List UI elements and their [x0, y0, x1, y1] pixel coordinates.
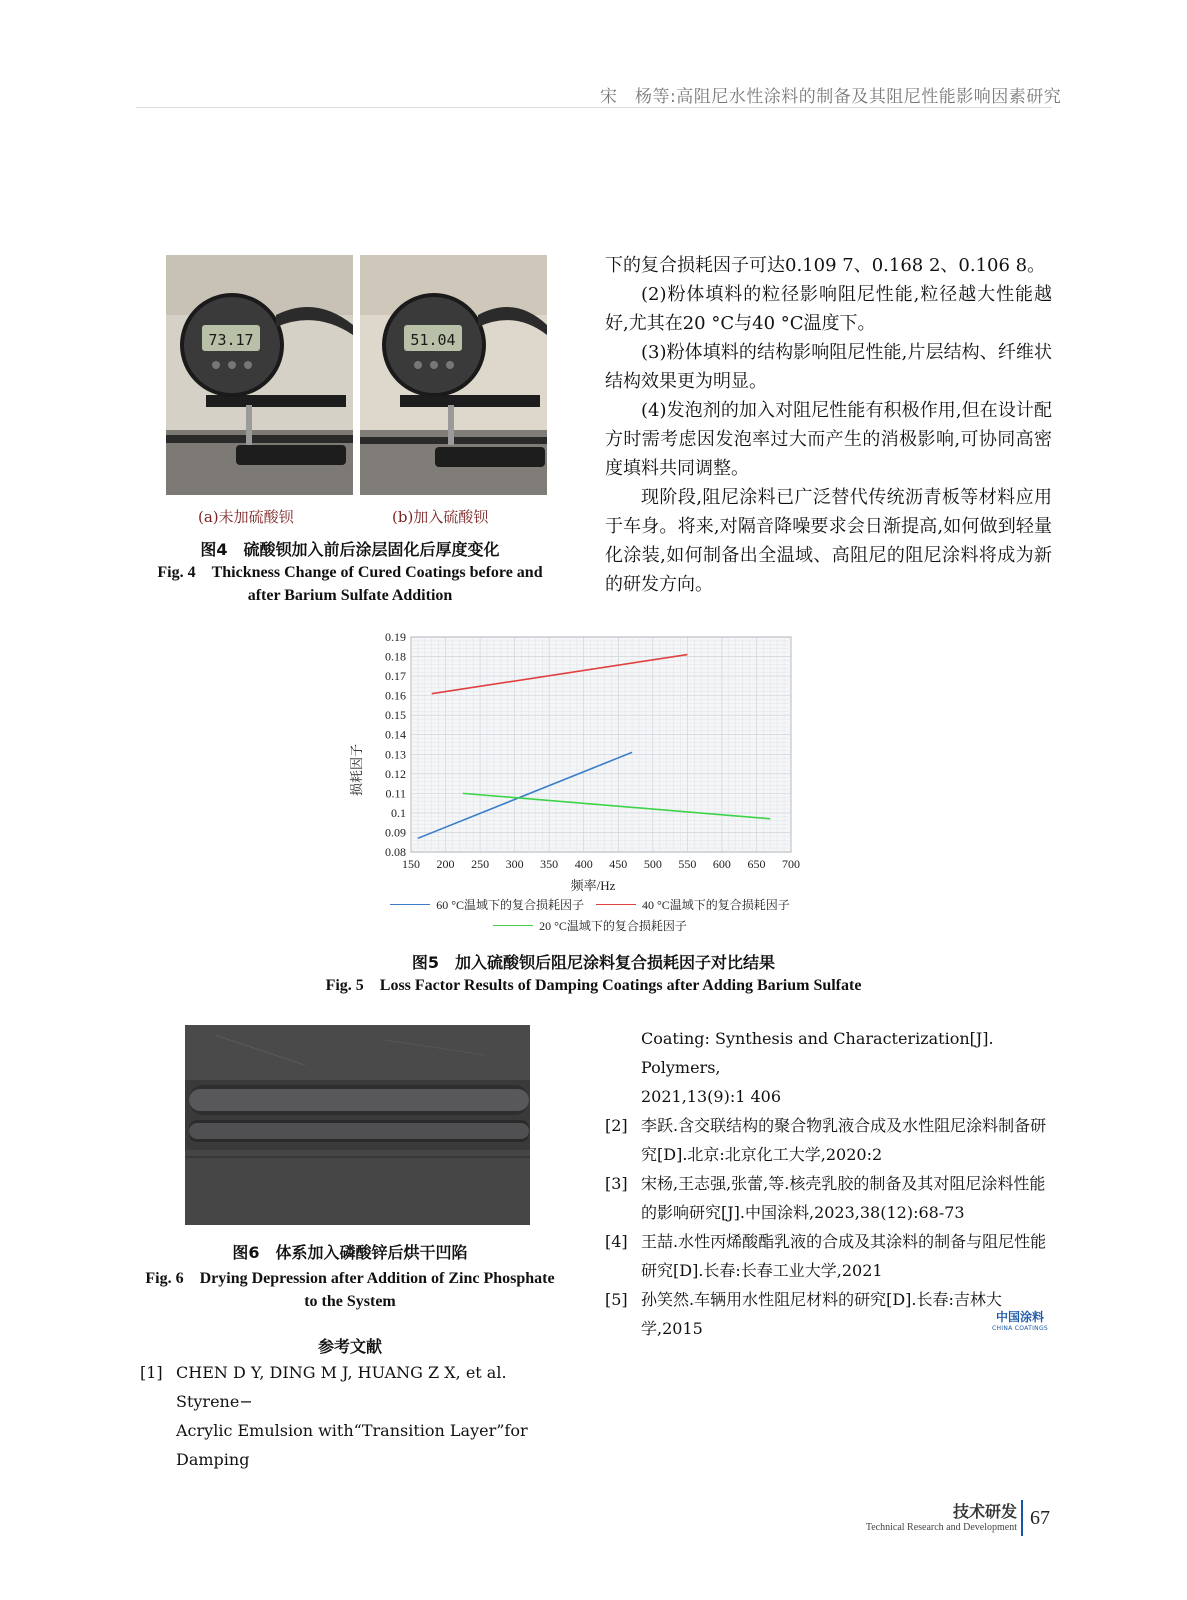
x-tick-label: 700 [782, 857, 800, 871]
reference-number: [3] [605, 1174, 628, 1193]
chart-grid [411, 637, 791, 852]
paragraph: (3)粉体填料的结构影响阻尼性能,片层结构、纤维状结构效果更为明显。 [605, 342, 1052, 392]
running-header: 宋 杨等:高阻尼水性涂料的制备及其阻尼性能影响因素研究 [600, 87, 1062, 107]
conclusions-text [605, 251, 1052, 599]
reference-text: 宋杨,王志强,张蕾,等.核壳乳胶的制备及其对阻尼涂料性能的影响研究[J].中国涂料,2023,38(12):68-73 [641, 1174, 1046, 1222]
subcaption-a: (a)未加硫酸钡 [198, 508, 294, 526]
footer-divider [1021, 1500, 1023, 1536]
x-tick-label: 600 [712, 857, 731, 871]
figure4-photo-a [166, 255, 353, 495]
reference-1-start [140, 1358, 570, 1474]
y-tick-label: 0.13 [385, 747, 406, 762]
reference-text: 李跃.含交联结构的聚合物乳液合成及水性阻尼涂料制备研究[D].北京:北京化工大学,2020:2 [641, 1116, 1047, 1164]
china-coatings-logo [985, 1308, 1055, 1332]
references-right-column [605, 1024, 1052, 1343]
figure6-caption-zh: 图6 体系加入磷酸锌后烘干凹陷 [232, 1243, 468, 1262]
paragraph: (4)发泡剂的加入对阻尼性能有积极作用,但在设计配方时需考虑因发泡率过大而产生的消极影响,可协同高密度填料共同调整。 [605, 400, 1052, 479]
coating-samples-image [185, 1025, 530, 1225]
reference-line: CHEN D Y, DING M J, HUANG Z X, et al. Styrene− [176, 1363, 507, 1411]
figure4-photo-b [360, 255, 547, 495]
y-tick-label: 0.19 [385, 630, 406, 644]
x-axis-ticks [402, 857, 800, 871]
reference-item [140, 1358, 570, 1474]
y-tick-label: 0.1 [391, 805, 406, 820]
x-tick-label: 550 [678, 857, 697, 871]
chart-legend [370, 896, 810, 934]
reference-line: Acrylic Emulsion with“Transition Layer”for Damping [176, 1421, 528, 1469]
figure5-chart [349, 630, 810, 933]
footer-section [717, 1499, 1017, 1533]
references-heading: 参考文献 [317, 1337, 382, 1356]
legend-swatch-20 [493, 925, 533, 927]
y-tick-label: 0.17 [385, 669, 406, 684]
gauge-reading-a: 73.17 [208, 331, 254, 349]
reference-number: [4] [605, 1232, 628, 1251]
reference-number: [2] [605, 1116, 628, 1135]
figure6-photo [185, 1025, 530, 1225]
x-tick-label: 150 [402, 857, 420, 871]
x-tick-label: 350 [540, 857, 559, 871]
reference-item [605, 1111, 1052, 1169]
x-tick-label: 400 [574, 857, 593, 871]
reference-number: [5] [605, 1290, 628, 1309]
figure5-caption-en: Fig. 5 Loss Factor Results of Damping Coatings after Adding Barium Sulfate [325, 977, 862, 994]
paragraph: (2)粉体填料的粒径影响阻尼性能,粒径越大性能越好,尤其在20 °C与40 °C温度下。 [605, 284, 1052, 334]
y-tick-label: 0.08 [385, 845, 406, 859]
reference-text: 王喆.水性丙烯酸酯乳液的合成及其涂料的制备与阻尼性能研究[D].长春:长春工业大学,2021 [641, 1232, 1047, 1280]
footer-section-en: Technical Research and Development [865, 1522, 1017, 1533]
figure6-caption-en-line1: Fig. 6 Drying Depression after Addition of Zinc Phosphate [145, 1270, 555, 1287]
x-tick-label: 300 [505, 857, 524, 871]
paragraph: 下的复合损耗因子可达0.109 7、0.168 2、0.106 8。 [605, 255, 1046, 276]
header-divider [136, 107, 1052, 108]
x-tick-label: 650 [747, 857, 766, 871]
gauge-reading-b: 51.04 [410, 331, 456, 349]
legend-swatch-40 [596, 904, 636, 906]
footer-section-zh: 技术研发 [952, 1502, 1017, 1521]
y-axis-ticks [385, 630, 406, 859]
legend-label-20: 20 °C温域下的复合损耗因子 [539, 919, 687, 933]
reference-text: 孙笑然.车辆用水性阻尼材料的研究[D].长春:吉林大学,2015 [641, 1290, 1002, 1338]
figure4-caption-en-line1: Fig. 4 Thickness Change of Cured Coatings before and [157, 564, 543, 581]
legend-label-40: 40 °C温域下的复合损耗因子 [642, 898, 790, 912]
plot-area [411, 637, 791, 852]
figure4-caption-zh: 图4 硫酸钡加入前后涂层固化后厚度变化 [200, 540, 500, 559]
x-tick-label: 500 [643, 857, 662, 871]
page-number: 67 [1030, 1507, 1050, 1529]
reference-number: [1] [140, 1363, 163, 1382]
x-tick-label: 250 [471, 857, 490, 871]
y-tick-label: 0.14 [385, 727, 406, 742]
figure4-caption-en-line2: after Barium Sulfate Addition [247, 587, 453, 604]
y-tick-label: 0.15 [385, 708, 406, 723]
y-axis-label: 损耗因子 [349, 743, 364, 797]
figure6-caption-en-line2: to the System [304, 1293, 396, 1310]
y-tick-label: 0.18 [385, 649, 406, 664]
reference-line: Coating: Synthesis and Characterization[J]. Polymers, [641, 1029, 994, 1077]
x-axis-label: 频率/Hz [570, 878, 616, 893]
legend-swatch-60 [390, 904, 430, 906]
x-tick-label: 450 [609, 857, 628, 871]
reference-line: 2021,13(9):1 406 [641, 1087, 782, 1106]
logo-text-zh: 中国涂料 [995, 1310, 1044, 1324]
subcaption-b: (b)加入硫酸钡 [392, 508, 489, 526]
y-tick-label: 0.09 [385, 825, 406, 840]
figure5-caption-zh: 图5 加入硫酸钡后阻尼涂料复合损耗因子对比结果 [411, 953, 776, 972]
paragraph: 现阶段,阻尼涂料已广泛替代传统沥青板等材料应用于车身。将来,对隔音降噪要求会日渐提高,如何做到轻量化涂装,如何制备出全温域、高阻尼的阻尼涂料将成为新的研发方向。 [605, 487, 1052, 595]
reference-item [605, 1227, 1052, 1285]
thickness-gauge-image [360, 255, 547, 495]
loss-factor-line-chart [349, 630, 810, 931]
x-tick-label: 200 [436, 857, 455, 871]
legend-label-60: 60 °C温域下的复合损耗因子 [436, 898, 584, 912]
y-tick-label: 0.11 [385, 786, 406, 801]
reference-1-continuation [605, 1024, 1052, 1111]
thickness-gauge-image [166, 255, 353, 495]
y-tick-label: 0.12 [385, 766, 406, 781]
y-tick-label: 0.16 [385, 688, 406, 703]
logo-text-en: CHINA COATINGS [992, 1325, 1048, 1332]
reference-item [605, 1169, 1052, 1227]
